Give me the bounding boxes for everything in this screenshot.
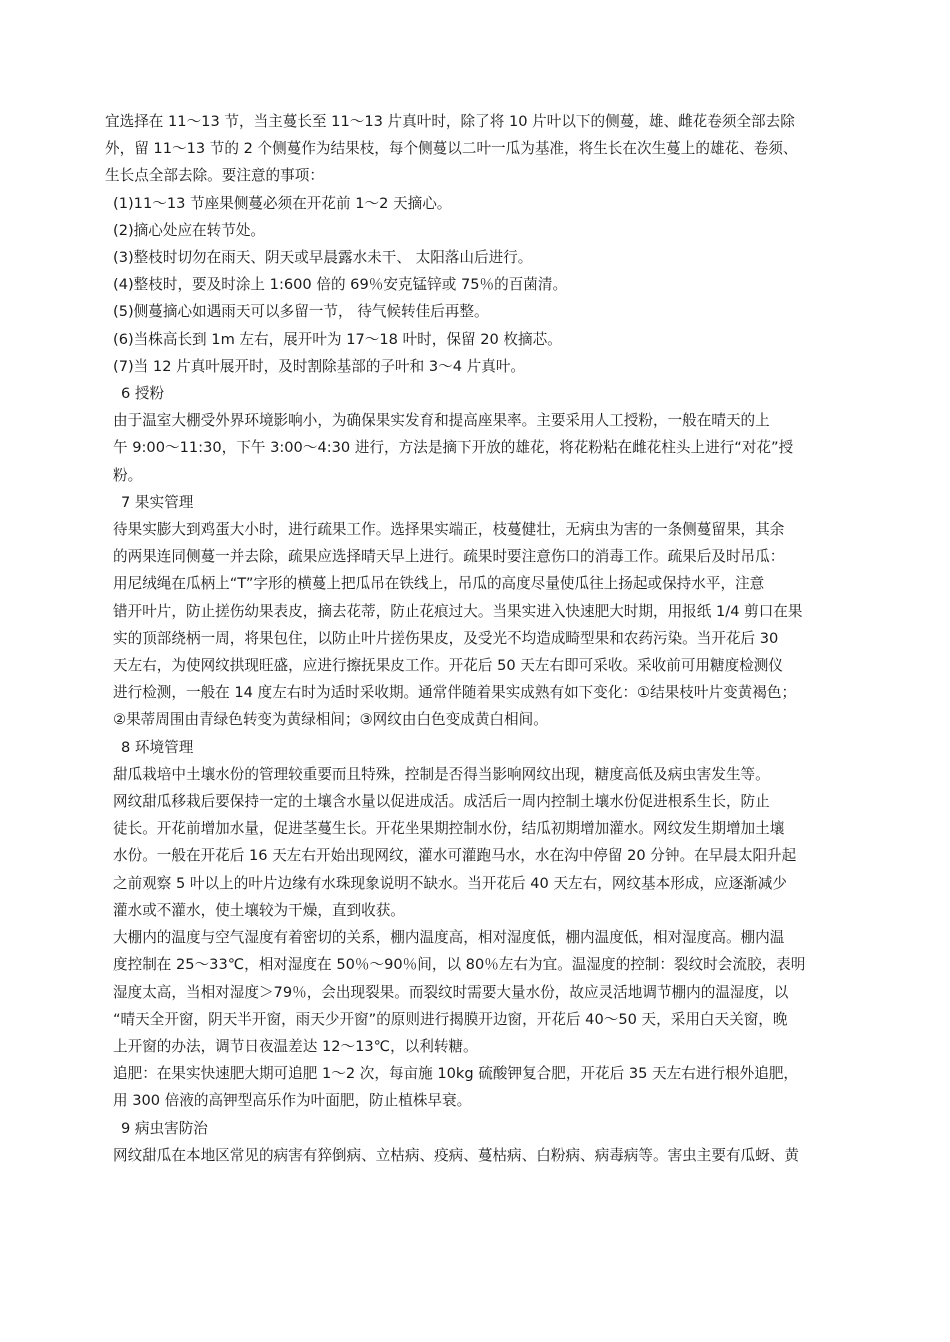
text-line: 外，留 11～13 节的 2 个侧蔓作为结果枝，每个侧蔓以二叶一瓜为基准，将生长在次生蔓上的雄花、卷须、 [105, 140, 798, 158]
list-item [105, 244, 857, 271]
list-item [105, 271, 857, 298]
text-line: “晴天全开窗，阴天半开窗，雨天少开窗”的原则进行揭膜开边窗，开花后 40～50 天，采用白天关窗，晚 [113, 1010, 788, 1028]
text-line: 上开窗的办法，调节日夜温差达 12～13℃，以利转糖。 [113, 1037, 478, 1055]
text-line: 网纹甜瓜在本地区常见的病害有猝倒病、立枯病、疫病、蔓枯病、白粉病、病毒病等。害虫主要有瓜蚜、黄 [113, 1146, 799, 1164]
section-heading [105, 1115, 857, 1142]
section-heading [105, 734, 857, 761]
text-line: 7 果实管理 [121, 493, 194, 511]
list-item [105, 298, 857, 325]
text-line: 甜瓜栽培中土壤水份的管理较重要而且特殊，控制是否得当影响网纹出现，糖度高低及病虫害发生等。 [113, 765, 770, 783]
text-line: 6 授粉 [121, 385, 165, 403]
text-line: 网纹甜瓜移栽后要保持一定的土壤含水量以促进成活。成活后一周内控制土壤水份促进根系生长，防止 [113, 793, 770, 811]
document-body [105, 108, 857, 1169]
text-line: 由于温室大棚受外界环境影响小，为确保果实发育和提高座果率。主要采用人工授粉，一般在晴天的上 [113, 412, 770, 430]
list-item [105, 353, 857, 380]
text-line: 8 环境管理 [121, 738, 194, 756]
body-paragraph [105, 1060, 857, 1114]
section-heading [105, 489, 857, 516]
section-heading [105, 380, 857, 407]
list-item [105, 217, 857, 244]
text-line: 湿度太高，当相对湿度＞79％，会出现裂果。而裂纹时需要大量水份，故应灵活地调节棚内的温湿度，以 [113, 983, 789, 1001]
text-line: 粉。 [113, 466, 143, 484]
text-line: 天左右，为使网纹拱现旺盛，应进行擦抚果皮工作。开花后 50 天左右即可采收。采收前可用糖度检测仪 [113, 657, 783, 675]
text-line: 用尼绒绳在瓜柄上“T”字形的横蔓上把瓜吊在铁线上，吊瓜的高度尽量使瓜往上扬起或保持水平，注意 [113, 575, 765, 593]
list-item [105, 326, 857, 353]
text-line: (1)11～13 节座果侧蔓必须在开花前 1～2 天摘心。 [113, 194, 452, 212]
text-line: (7)当 12 片真叶展开时，及时割除基部的子叶和 3～4 片真叶。 [113, 357, 526, 375]
text-line: 午 9:00～11:30，下午 3:00～4:30 进行，方法是摘下开放的雄花，将花粉粘在雌花柱头上进行“对花”授 [113, 439, 794, 457]
text-line: 水份。一般在开花后 16 天左右开始出现网纹，灌水可灌跑马水，水在沟中停留 20 分钟。在早晨太阳升起 [113, 847, 797, 865]
text-line: 度控制在 25～33℃，相对湿度在 50％～90％间，以 80％左右为宜。温湿度的控制：裂纹时会流胶，表明 [113, 956, 806, 974]
text-line: 宜选择在 11～13 节，当主蔓长至 11～13 片真叶时，除了将 10 片叶以下的侧蔓，雄、雌花卷须全部去除 [105, 113, 795, 130]
text-line: 大棚内的温度与空气湿度有着密切的关系，棚内温度高，相对湿度低，棚内温度低，相对湿度高。棚内温 [113, 929, 785, 947]
text-line: 用 300 倍液的高钾型高乐作为叶面肥，防止植株早衰。 [113, 1092, 472, 1110]
text-line: (4)整枝时，要及时涂上 1:600 倍的 69％安克锰锌或 75％的百菌清。 [113, 276, 568, 294]
text-line: (5)侧蔓摘心如遇雨天可以多留一节， 待气候转佳后再整。 [113, 303, 489, 321]
list-item [105, 190, 857, 217]
body-paragraph [105, 1142, 857, 1169]
text-line: (3)整枝时切勿在雨天、阴天或早晨露水未干、 太阳落山后进行。 [113, 249, 533, 267]
text-line: 徒长。开花前增加水量，促进茎蔓生长。开花坐果期控制水份，结瓜初期增加灌水。网纹发生期增加土壤 [113, 820, 785, 838]
text-line: 之前观察 5 叶以上的叶片边缘有水珠现象说明不缺水。当开花后 40 天左右，网纹基本形成，应逐渐减少 [113, 874, 787, 892]
body-paragraph [105, 407, 857, 489]
text-line: 实的顶部绕柄一周，将果包住，以防止叶片搓伤果皮，及受光不均造成畸型果和农药污染。当开花后 30 [113, 629, 779, 647]
text-line: 灌水或不灌水，使土壤较为干燥，直到收获。 [113, 901, 405, 919]
body-paragraph [105, 108, 857, 190]
text-line: 的两果连同侧蔓一并去除，疏果应选择晴天早上进行。疏果时要注意伤口的消毒工作。疏果后及时吊瓜： [113, 548, 785, 566]
text-line: 追肥：在果实快速肥大期可追肥 1～2 次，每亩施 10kg 硫酸钾复合肥，开花后 35 天左右进行根外追肥， [113, 1065, 799, 1083]
body-paragraph [105, 761, 857, 924]
text-line: 待果实膨大到鸡蛋大小时，进行疏果工作。选择果实端正，枝蔓健壮，无病虫为害的一条侧蔓留果，其余 [113, 521, 785, 539]
text-line: (2)摘心处应在转节处。 [113, 221, 266, 239]
body-paragraph [105, 516, 857, 734]
text-line: 9 病虫害防治 [121, 1119, 208, 1137]
body-paragraph [105, 924, 857, 1060]
text-line: ②果蒂周围由青绿色转变为黄绿相间；③网纹由白色变成黄白相间。 [113, 711, 548, 729]
text-line: 进行检测，一般在 14 度左右时为适时采收期。通常伴随着果实成熟有如下变化：①结果枝叶片变黄褐色； [113, 684, 797, 702]
text-line: (6)当株高长到 1m 左右，展开叶为 17～18 叶时，保留 20 枚摘芯。 [113, 330, 562, 348]
text-line: 生长点全部去除。要注意的事项： [105, 167, 324, 185]
text-line: 错开叶片，防止搓伤幼果表皮，摘去花蒂，防止花痕过大。当果实进入快速肥大时期，用报纸 1/4 剪口在果 [113, 602, 803, 620]
